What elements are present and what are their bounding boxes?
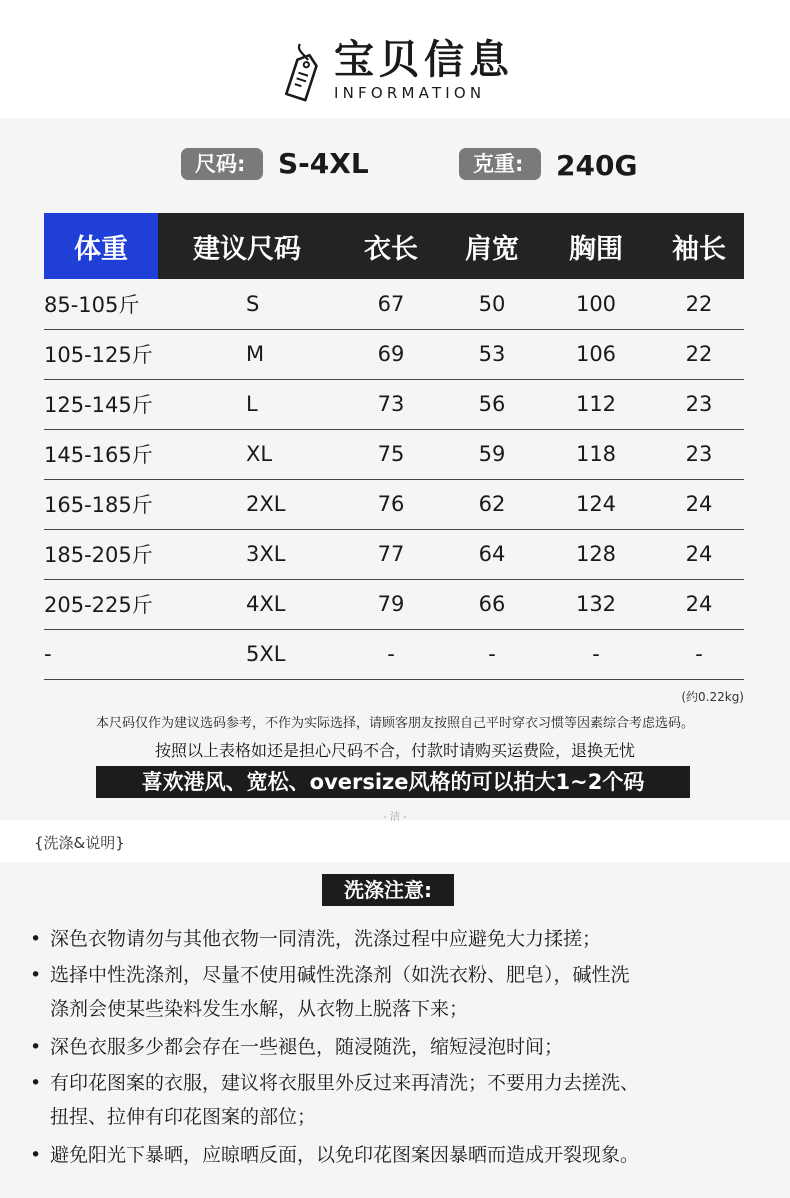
wash-section <box>0 862 790 1198</box>
header <box>0 0 790 118</box>
cell-shoulder: 50 <box>446 279 538 329</box>
list-item <box>30 1138 770 1172</box>
cell-shoulder: 56 <box>446 379 538 429</box>
cell-size: L <box>158 379 336 429</box>
header-chest: 胸围 <box>538 213 654 279</box>
cell-sleeve: 22 <box>654 279 744 329</box>
cell-shoulder: 66 <box>446 579 538 629</box>
cell-chest: 132 <box>538 579 654 629</box>
cell-weight: 125-145斤 <box>44 379 158 429</box>
bullet-icon: • <box>30 928 42 950</box>
cell-weight: 185-205斤 <box>44 529 158 579</box>
cell-sleeve: - <box>654 629 744 679</box>
cell-chest: 118 <box>538 429 654 479</box>
list-item <box>30 1030 770 1064</box>
wash-notice-badge: 洗涤注意: <box>322 874 454 906</box>
section-divider: - 洁 - <box>383 812 407 823</box>
size-chart-table <box>44 213 744 680</box>
table-row <box>44 329 744 379</box>
cell-length: 69 <box>336 329 446 379</box>
wash-item-text: 有印花图案的衣服，建议将衣服里外反过来再清洗；不要用力去搓洗、 <box>50 1072 640 1094</box>
cell-chest: 112 <box>538 379 654 429</box>
header-weight: 体重 <box>44 213 158 279</box>
table-row <box>44 529 744 579</box>
page-subtitle: INFORMATION <box>334 84 486 102</box>
cell-length: 77 <box>336 529 446 579</box>
table-row <box>44 479 744 529</box>
cell-sleeve: 22 <box>654 329 744 379</box>
header-suggested-size: 建议尺码 <box>158 213 336 279</box>
cell-chest: 124 <box>538 479 654 529</box>
cell-sleeve: 24 <box>654 529 744 579</box>
wash-section-label: {洗涤&说明} <box>34 834 125 852</box>
oversize-tip-banner: 喜欢港风、宽松、oversize风格的可以拍大1~2个码 <box>96 766 690 798</box>
cell-size: XL <box>158 429 336 479</box>
bullet-icon: • <box>30 964 42 986</box>
size-section <box>0 118 790 823</box>
cell-length: 76 <box>336 479 446 529</box>
cell-shoulder: 53 <box>446 329 538 379</box>
table-row <box>44 579 744 629</box>
wash-item-text: 选择中性洗涤剂，尽量不使用碱性洗涤剂（如洗衣粉、肥皂），碱性洗 <box>50 964 630 986</box>
list-item <box>30 958 770 1026</box>
table-row <box>44 279 744 329</box>
cell-length: 79 <box>336 579 446 629</box>
size-disclaimer: 本尺码仅作为建议选码参考，不作为实际选择，请顾客朋友按照自己平时穿衣习惯等因素综合考虑选码。 <box>95 716 694 731</box>
cell-length: 75 <box>336 429 446 479</box>
cell-size: M <box>158 329 336 379</box>
weight-conversion-note: (约0.22kg) <box>681 690 744 704</box>
cell-size: 4XL <box>158 579 336 629</box>
cell-weight: - <box>44 629 158 679</box>
table-row <box>44 429 744 479</box>
cell-sleeve: 23 <box>654 429 744 479</box>
table-row <box>44 379 744 429</box>
fabric-weight-value: 240G <box>556 149 638 182</box>
cell-shoulder: 62 <box>446 479 538 529</box>
cell-shoulder: 64 <box>446 529 538 579</box>
cell-sleeve: 24 <box>654 479 744 529</box>
cell-sleeve: 24 <box>654 579 744 629</box>
cell-shoulder: - <box>446 629 538 679</box>
list-item <box>30 922 770 956</box>
cell-weight: 85-105斤 <box>44 279 158 329</box>
wash-item-text: 深色衣物请勿与其他衣物一同清洗，洗涤过程中应避免大力揉搓； <box>50 928 602 950</box>
bullet-icon: • <box>30 1072 42 1094</box>
wash-item-text: 涤剂会使某些染料发生水解，从衣物上脱落下来； <box>50 998 469 1020</box>
size-label-badge: 尺码: <box>181 148 263 180</box>
bullet-icon: • <box>30 1144 42 1166</box>
wash-item-text: 扭捏、拉伸有印花图案的部位； <box>50 1106 317 1128</box>
header-shoulder: 肩宽 <box>446 213 538 279</box>
table-header-row <box>44 213 744 279</box>
page-title: 宝贝信息 <box>334 37 514 83</box>
cell-length: 67 <box>336 279 446 329</box>
price-tag-icon <box>278 40 324 102</box>
cell-length: - <box>336 629 446 679</box>
size-range-value: S-4XL <box>278 147 369 180</box>
cell-size: S <box>158 279 336 329</box>
cell-weight: 205-225斤 <box>44 579 158 629</box>
cell-chest: 100 <box>538 279 654 329</box>
cell-weight: 165-185斤 <box>44 479 158 529</box>
list-item <box>30 1066 770 1134</box>
insurance-note: 按照以上表格如还是担心尺码不合，付款时请购买运费险，退换无忧 <box>154 741 635 760</box>
cell-length: 73 <box>336 379 446 429</box>
cell-weight: 145-165斤 <box>44 429 158 479</box>
cell-size: 2XL <box>158 479 336 529</box>
cell-chest: 106 <box>538 329 654 379</box>
cell-shoulder: 59 <box>446 429 538 479</box>
weight-label-badge: 克重: <box>459 148 541 180</box>
wash-item-text: 避免阳光下暴晒，应晾晒反面，以免印花图案因暴晒而造成开裂现象。 <box>50 1144 640 1166</box>
cell-sleeve: 23 <box>654 379 744 429</box>
cell-size: 3XL <box>158 529 336 579</box>
cell-chest: - <box>538 629 654 679</box>
cell-size: 5XL <box>158 629 336 679</box>
table-row <box>44 629 744 679</box>
wash-item-text: 深色衣服多少都会存在一些褪色，随浸随洗，缩短浸泡时间； <box>50 1036 564 1058</box>
cell-weight: 105-125斤 <box>44 329 158 379</box>
cell-chest: 128 <box>538 529 654 579</box>
bullet-icon: • <box>30 1036 42 1058</box>
header-length: 衣长 <box>336 213 446 279</box>
header-sleeve: 袖长 <box>654 213 744 279</box>
